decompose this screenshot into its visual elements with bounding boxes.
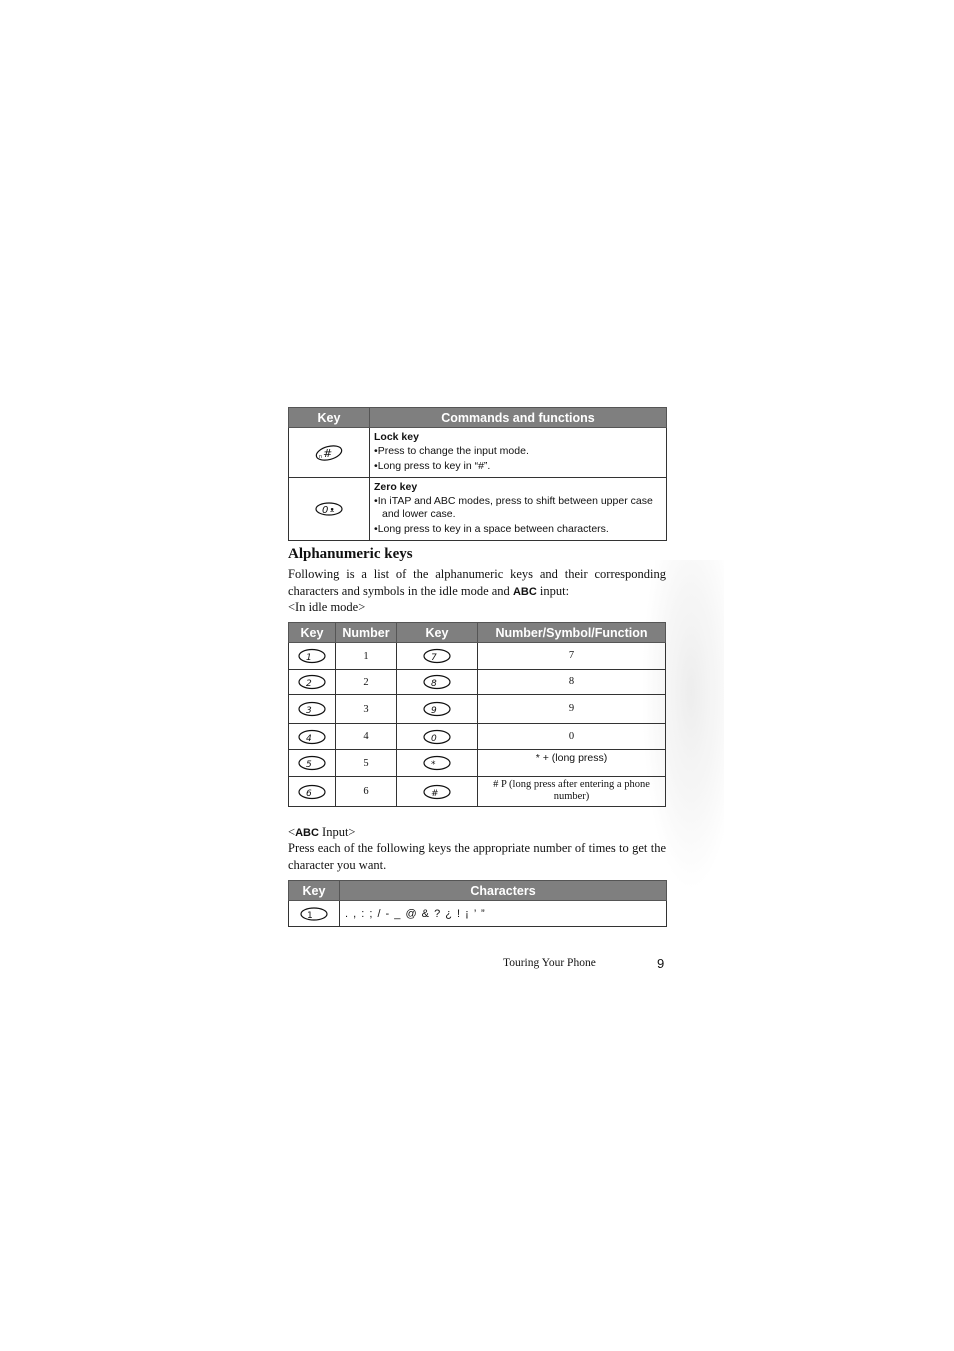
header-key: Key (289, 881, 340, 901)
bullet-item: •In iTAP and ABC modes, press to shift between upper case and lower case. (374, 495, 653, 520)
function-cell: # P (long press after entering a phone number) (478, 777, 666, 807)
svg-text:1: 1 (306, 653, 312, 664)
key-1-icon (297, 647, 327, 665)
key-cell (397, 670, 478, 695)
key-9-icon (422, 700, 452, 718)
idle-mode-label: <In idle mode> (288, 600, 366, 614)
svg-text:1: 1 (307, 910, 313, 921)
table-row (289, 670, 666, 695)
svg-text:0: 0 (431, 733, 437, 744)
table-row (289, 724, 666, 750)
function-cell: 9 (478, 695, 666, 724)
svg-text:2: 2 (306, 679, 312, 690)
svg-text:5: 5 (306, 760, 312, 771)
key-2-icon (297, 673, 327, 691)
number-cell: 3 (336, 695, 397, 724)
page-number: 9 (657, 956, 665, 971)
header-commands: Commands and functions (370, 408, 667, 428)
zero-key-cell (289, 478, 370, 541)
svg-text:3: 3 (306, 706, 312, 717)
svg-text:0: 0 (322, 505, 329, 517)
key-4-icon (297, 728, 327, 746)
key-6-icon (297, 783, 327, 801)
header-number: Number (336, 623, 397, 643)
number-cell: 6 (336, 777, 397, 807)
number-cell: 2 (336, 670, 397, 695)
lock-key-title: Lock key (374, 431, 419, 443)
lock-key-description (370, 428, 667, 478)
bullet-item: •Long press to key in a space between characters. (374, 523, 609, 535)
svg-text:ᴥ: ᴥ (330, 506, 335, 515)
key-cell (397, 643, 478, 670)
key-cell (289, 670, 336, 695)
key-7-icon (422, 647, 452, 665)
svg-text:n: n (319, 453, 323, 460)
svg-text:9: 9 (431, 706, 437, 717)
svg-text:#: # (323, 446, 333, 460)
key-star-icon (422, 754, 452, 772)
table-row (289, 750, 666, 777)
characters-table (288, 880, 667, 927)
function-cell: 0 (478, 724, 666, 750)
key-cell (289, 695, 336, 724)
key-5-icon (297, 754, 327, 772)
number-cell: 5 (336, 750, 397, 777)
header-key: Key (289, 408, 370, 428)
svg-text:*: * (431, 760, 436, 771)
zero-key-title: Zero key (374, 481, 418, 493)
key-hash-icon (422, 783, 452, 801)
key-8-icon (422, 673, 452, 691)
key-cell (289, 777, 336, 807)
table-row (289, 777, 666, 807)
svg-text:4: 4 (306, 733, 312, 744)
key-0-icon (422, 728, 452, 746)
abc-instruction: Press each of the following keys the appropriate number of times to get the character you want. (288, 841, 666, 872)
bullet-item: •Long press to key in “#”. (374, 460, 491, 472)
zero-key-icon (314, 501, 344, 517)
key-cell (397, 750, 478, 777)
svg-text:7: 7 (431, 653, 437, 664)
lock-key-cell (289, 428, 370, 478)
function-cell: * + (long press) (478, 750, 666, 777)
key-cell (289, 643, 336, 670)
key-1-icon (299, 906, 329, 922)
header-characters: Characters (340, 881, 667, 901)
key-cell (397, 695, 478, 724)
hash-key-icon (314, 444, 344, 462)
function-cell: 8 (478, 670, 666, 695)
section-intro: Following is a list of the alphanumeric keys and their corresponding characters and symbols in the idle mode and ABC input: (288, 567, 666, 598)
table-row (289, 695, 666, 724)
abc-input-label: <ABC Input> (288, 825, 356, 839)
header-function: Number/Symbol/Function (478, 623, 666, 643)
header-key-1: Key (289, 623, 336, 643)
key-cell (289, 724, 336, 750)
commands-table (288, 407, 667, 541)
key-3-icon (297, 700, 327, 718)
footer-section-name: Touring Your Phone (503, 957, 596, 969)
svg-text:6: 6 (306, 788, 312, 799)
characters-cell: . , : ; / - _ @ & ? ¿ ! ¡ ’ ” (340, 901, 667, 927)
key-cell (397, 777, 478, 807)
key-cell (289, 750, 336, 777)
number-cell: 1 (336, 643, 397, 670)
function-cell: 7 (478, 643, 666, 670)
idle-mode-table (288, 622, 666, 807)
table-row (289, 643, 666, 670)
zero-key-description (370, 478, 667, 541)
svg-text:#: # (431, 788, 439, 799)
bullet-item: •Press to change the input mode. (374, 445, 529, 457)
header-key-2: Key (397, 623, 478, 643)
svg-text:8: 8 (431, 679, 437, 690)
key-cell (289, 901, 340, 927)
key-cell (397, 724, 478, 750)
section-title: Alphanumeric keys (288, 546, 413, 562)
number-cell: 4 (336, 724, 397, 750)
